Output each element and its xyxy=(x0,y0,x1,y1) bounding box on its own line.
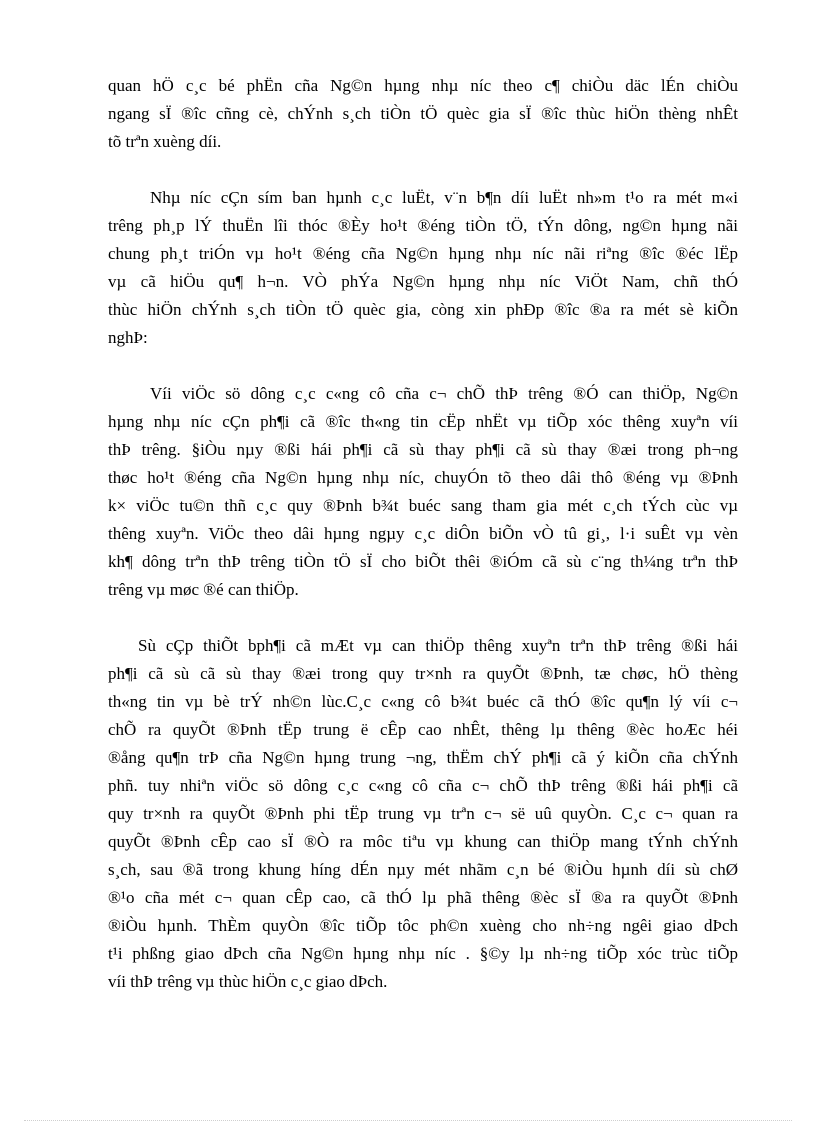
text-line: víi thÞ trêng vµ thùc hiÖn c¸c giao dÞch. xyxy=(108,972,388,991)
text-line: thùc hiÖn chÝnh s¸ch tiÒn tÖ quèc gia, còng xin phÐp ®îc ®a ra mét sè kiÕn xyxy=(108,300,738,319)
text-line: quyÕt ®Þnh cÊp cao sÏ ®Ò ra môc tiªu vµ khung can thiÖp mang tÝnh chÝnh xyxy=(108,832,738,851)
page-bottom-divider xyxy=(24,1120,792,1121)
text-line: ®¹o cña mét c¬ quan cÊp cao, cã thÓ lµ phã thêng ®èc sÏ ®a ra quyÕt ®Þnh xyxy=(108,888,738,907)
text-line: ph¶i cã sù cã sù thay ®æi trong quy tr×nh ra quyÕt ®Þnh, tæ chøc, hÖ thèng xyxy=(108,664,738,683)
text-line: quan hÖ c¸c bé phËn cña Ng©n hµng nhµ níc theo c¶ chiÒu däc lÉn chiÒu xyxy=(108,76,738,95)
paragraph-3 xyxy=(108,380,738,604)
paragraph-2 xyxy=(108,184,738,352)
text-line: Víi viÖc sö dông c¸c c«ng cô cña c¬ chÕ thÞ trêng ®Ó can thiÖp, Ng©n xyxy=(150,384,738,403)
text-line: Sù cÇp thiÕt bph¶i cã mÆt vµ can thiÖp thêng xuyªn trªn thÞ trêng ®ßi hái xyxy=(138,636,738,655)
paragraph-1 xyxy=(108,72,738,156)
text-line: thêng xuyªn. ViÖc theo dâi hµng ngµy c¸c diÔn biÕn vÒ tû gi¸, l·i suÊt vµ vèn xyxy=(108,524,738,543)
text-line: trêng vµ møc ®é can thiÖp. xyxy=(108,580,299,599)
text-line: th«ng tin vµ bè trÝ nh©n lùc.C¸c c«ng cô b¾t buéc cã thÓ ®îc qu¶n lý víi c¬ xyxy=(108,692,738,711)
document-page xyxy=(108,72,738,996)
text-line: Nhµ níc cÇn sím ban hµnh c¸c luËt, v¨n b¶n díi luËt nh»m t¹o ra mét m«i xyxy=(150,188,738,207)
text-line: kh¶ dông trªn thÞ trêng tiÒn tÖ sÏ cho biÕt thêi ®iÓm cã sù c¨ng th¼ng trªn thÞ xyxy=(108,552,738,571)
text-line: chÕ ra quyÕt ®Þnh tËp trung ë cÊp cao nhÊt, thêng lµ thêng ®èc hoÆc héi xyxy=(108,720,738,739)
paragraph-spacer xyxy=(108,604,738,632)
text-line: thøc ho¹t ®éng cña Ng©n hµng nhµ níc, chuyÓn tõ theo dâi thô ®éng vµ ®Þnh xyxy=(108,468,738,487)
text-line: s¸ch, sau ®ã trong khung híng dÉn nµy mét nhãm c¸n bé ®iÒu hµnh díi sù chØ xyxy=(108,860,738,879)
text-line: ®ång qu¶n trÞ cña Ng©n hµng trung ¬ng, thËm chÝ ph¶i cã ý kiÕn cña chÝnh xyxy=(108,748,738,767)
text-line: nghÞ: xyxy=(108,328,148,347)
paragraph-4 xyxy=(108,632,738,996)
text-line: hµng nhµ níc cÇn ph¶i cã ®îc th«ng tin cËp nhËt vµ tiÕp xóc thêng xuyªn víi xyxy=(108,412,738,431)
text-line: quy tr×nh ra quyÕt ®Þnh phi tËp trung vµ trªn c¬ së uû quyÒn. C¸c c¬ quan ra xyxy=(108,804,738,823)
text-line: vµ cã hiÖu qu¶ h¬n. VÒ phÝa Ng©n hµng nhµ níc ViÖt Nam, chñ thÓ xyxy=(108,272,738,291)
text-line: ngang sÏ ®îc cñng cè, chÝnh s¸ch tiÒn tÖ quèc gia sÏ ®îc thùc hiÖn thèng nhÊt xyxy=(108,104,738,123)
text-line: ®iÒu hµnh. ThÈm quyÒn ®îc tiÕp tôc ph©n xuèng cho nh÷ng ngêi giao dÞch xyxy=(108,916,738,935)
text-line: trêng ph¸p lÝ thuËn lîi thóc ®Èy ho¹t ®éng tiÒn tÖ, tÝn dông, ng©n hµng nãi xyxy=(108,216,738,235)
text-line: tõ trªn xuèng díi. xyxy=(108,132,222,151)
text-line: phñ. tuy nhiªn viÖc sö dông c¸c c«ng cô cña c¬ chÕ thÞ trêng ®ßi hái ph¶i cã xyxy=(108,776,738,795)
paragraph-spacer xyxy=(108,352,738,380)
text-line: k× viÖc tu©n thñ c¸c quy ®Þnh b¾t buéc sang tham gia mét c¸ch tÝch cùc vµ xyxy=(108,496,738,515)
text-line: chung ph¸t triÓn vµ ho¹t ®éng cña Ng©n hµng nhµ níc nãi riªng ®îc ®éc lËp xyxy=(108,244,738,263)
text-line: t¹i phßng giao dÞch cña Ng©n hµng nhµ níc . §©y lµ nh÷ng tiÕp xóc trùc tiÕp xyxy=(108,944,738,963)
paragraph-spacer xyxy=(108,156,738,184)
text-line: thÞ trêng. §iÒu nµy ®ßi hái ph¶i cã sù thay ph¶i cã sù thay ®æi trong ph¬ng xyxy=(108,440,738,459)
